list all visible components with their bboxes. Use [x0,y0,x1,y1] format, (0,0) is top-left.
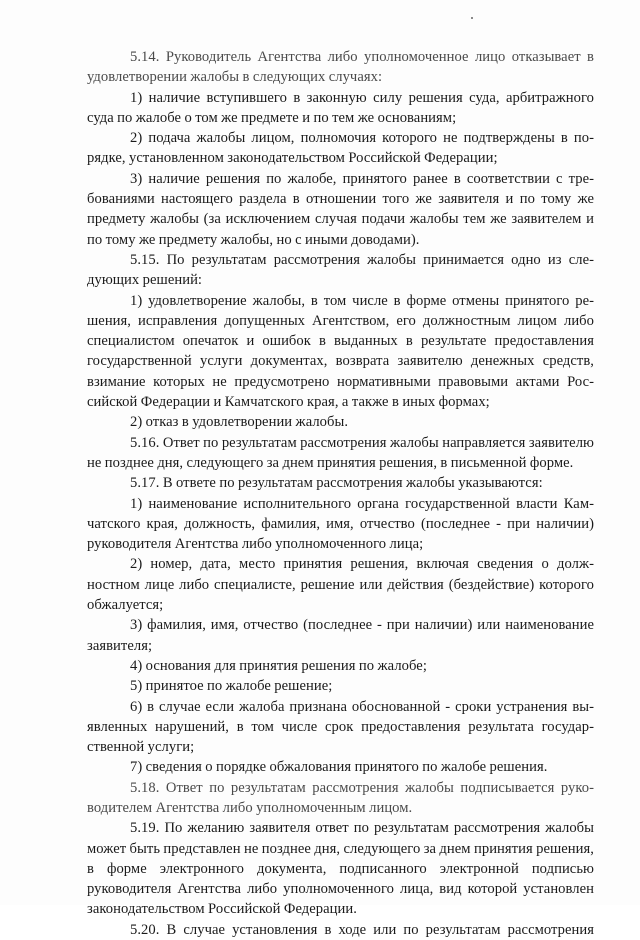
paragraph-5-14: 5.14. Руководитель Агентства либо уполномоченное лицо отказывает в удовлетворении жалобы в следующих случаях: [87,49,594,86]
paragraph-5-17: 5.17. В ответе по результатам рассмотрения жалобы указываются: [130,475,543,492]
paragraph-5-14-item-3: 3) наличие решения по жалобе, принятого ранее в соответствии с требованиями настоящего раздела в отношении того же заявителя и по тому же предмету жалобы (за исключением случая подачи жалобы тем же заявителем и по тому же предмету жалобы, но с иными доводами). [87,170,594,248]
paragraph-5-20: 5.20. В случае установления в ходе или по результатам рассмотрения [130,921,594,938]
paragraph-5-17-item-6: 6) в случае если жалоба признана обоснованной - сроки устранения выявленных нарушений, в том числе срок предоставления результата государственной услуги; [87,698,594,756]
paragraph-5-15-item-1: 1) удовлетворение жалобы, в том числе в форме отмены принятого решения, исправления допущенных Агентством, его должностным лицом либо специалистом опечаток и ошибок в выданных в результате предоставления государственной услуги документах, возврата заявителю денежных средств, взимание которых не предусмотрено нормативными правовыми актами Российской Федерации и Камчатского края, а также в иных формах; [87,292,594,411]
paragraph-5-17-item-1: 1) наименование исполнительного органа государственной власти Камчатского края, должность, фамилия, имя, отчество (последнее - при наличии) руководителя Агентства либо уполномоченного лица; [87,495,594,553]
paragraph-5-14-item-2: 2) подача жалобы лицом, полномочия которого не подтверждены в порядке, установленном законодательством Российской Федерации; [87,130,594,167]
document-body [87,47,594,940]
paragraph-5-19: 5.19. По желанию заявителя ответ по результатам рассмотрения жалобы может быть представлен не позднее дня, следующего за днем принятия решения, в форме электронного документа, подписанного электронной подписью руководителя Агентства либо уполномоченного лица, вид которой установлен законодательством Российской Федерации. [87,820,594,918]
paragraph-5-17-item-3: 3) фамилия, имя, отчество (последнее - при наличии) или наименование заявителя; [87,617,594,654]
paragraph-5-14-item-1: 1) наличие вступившего в законную силу решения суда, арбитражного суда по жалобе о том же предмете и по тем же основаниям; [87,89,594,126]
paragraph-5-16: 5.16. Ответ по результатам рассмотрения жалобы направляется заявителю не позднее дня, следующего за днем принятия решения, в письменной форме. [87,434,594,471]
paragraph-5-15-item-2: 2) отказ в удовлетворении жалобы. [130,414,349,431]
scan-speck [471,17,473,19]
paragraph-5-15: 5.15. По результатам рассмотрения жалобы принимается одно из следующих решений: [87,251,594,289]
paragraph-5-17-item-4: 4) основания для принятия решения по жалобе; [130,657,427,674]
paragraph-5-17-item-2: 2) номер, дата, место принятия решения, включая сведения о должностном лице либо специалисте, решение или действия (бездействие) которого обжалуется; [87,556,594,614]
paragraph-5-18: 5.18. Ответ по результатам рассмотрения жалобы подписывается руководителем Агентства либо уполномоченным лицом. [87,779,594,816]
paragraph-5-17-item-5: 5) принятое по жалобе решение; [130,678,333,695]
paragraph-5-17-item-7: 7) сведения о порядке обжалования принятого по жалобе решения. [130,759,548,776]
